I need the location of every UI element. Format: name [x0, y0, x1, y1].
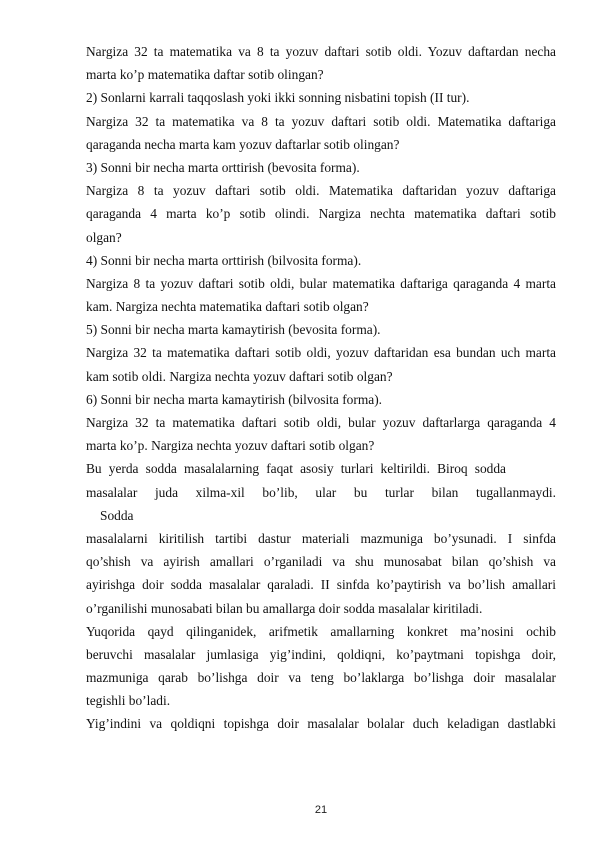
text-line: 5) Sonni bir necha marta kamaytirish (bevosita forma). [86, 322, 381, 338]
text-line: marta ko’p. Nargiza nechta yozuv daftari sotib olgan? [86, 438, 375, 454]
text-line: marta ko’p matematika daftar sotib olingan? [86, 67, 324, 83]
text-line: 6) Sonni bir necha marta kamaytirish (bilvosita forma). [86, 391, 382, 407]
text-line: 2) Sonlarni karrali taqqoslash yoki ikki sonning nisbatini topish (II tur). [86, 90, 470, 106]
text-line: qaraganda 4 marta ko’p sotib olindi. Nargiza nechta matematika daftari sotib [86, 206, 556, 222]
text-line: Sodda [100, 507, 134, 523]
text-line: qaraganda necha marta kam yozuv daftarlar sotib olingan? [86, 136, 400, 152]
text-line: Yuqorida qayd qilinganidek, arifmetik amallarning konkret ma’nosini ochib [86, 623, 556, 639]
document-body [86, 40, 556, 736]
page-number: 21 [314, 804, 328, 816]
text-line: 3) Sonni bir necha marta orttirish (bevosita forma). [86, 159, 360, 175]
text-line: ayirishga doir sodda masalalar qaraladi. II sinfda ko’paytirish va bo’lish amallari [86, 577, 556, 593]
text-line: 4) Sonni bir necha marta orttirish (bilvosita forma). [86, 252, 362, 268]
text-line: Nargiza 32 ta matematika daftari sotib oldi, bular yozuv daftarlarga qaraganda 4 [86, 415, 556, 430]
text-line: Yig’indini va qoldiqni topishga doir masalalar bolalar duch keladigan dastlabki [86, 716, 556, 732]
text-line: o’rganilishi munosabati bilan bu amallarga doir sodda masalalar kiritiladi. [86, 600, 483, 616]
text-line: Nargiza 32 ta matematika va 8 ta yozuv daftari sotib oldi. Yozuv daftardan necha [86, 44, 556, 59]
text-line: kam. Nargiza nechta matematika daftari sotib olgan? [86, 299, 369, 315]
text-line: qo’shish va ayirish amallari o’rganiladi va shu munosabat bilan qo’shish va [86, 554, 556, 570]
text-line: Nargiza 8 ta yozuv daftari sotib oldi. Matematika daftaridan yozuv daftariga [86, 183, 556, 199]
text-line: beruvchi masalalar jumlasiga yig’indini, qoldiqni, ko’paytmani topishga doir, [86, 646, 556, 662]
text-line: masalalarni kiritilish tartibi dastur materiali mazmuniga bo’ysunadi. I sinfda [86, 530, 556, 546]
text-line: kam sotib oldi. Nargiza nechta yozuv daftari sotib olgan? [86, 368, 393, 384]
text-line: mazmuniga qarab bo’lishga doir va teng bo’laklarga bo’lishga doir masalalar [86, 670, 556, 686]
text-line: Nargiza 32 ta matematika va 8 ta yozuv daftari sotib oldi. Matematika daftariga [86, 113, 556, 129]
text-line: tegishli bo’ladi. [86, 693, 171, 709]
text-line: masalalar juda xilma-xil bo’lib, ular bu turlar bilan tugallanmaydi. [86, 484, 556, 500]
text-line: Nargiza 8 ta yozuv daftari sotib oldi, bular matematika daftariga qaraganda 4 marta [86, 275, 556, 291]
text-line: Bu yerda sodda masalalarning faqat asosiy turlari keltirildi. Biroq sodda [86, 461, 506, 477]
text-line: olgan? [86, 229, 122, 245]
text-line: Nargiza 32 ta matematika daftari sotib oldi, yozuv daftaridan esa bundan uch marta [86, 345, 556, 361]
